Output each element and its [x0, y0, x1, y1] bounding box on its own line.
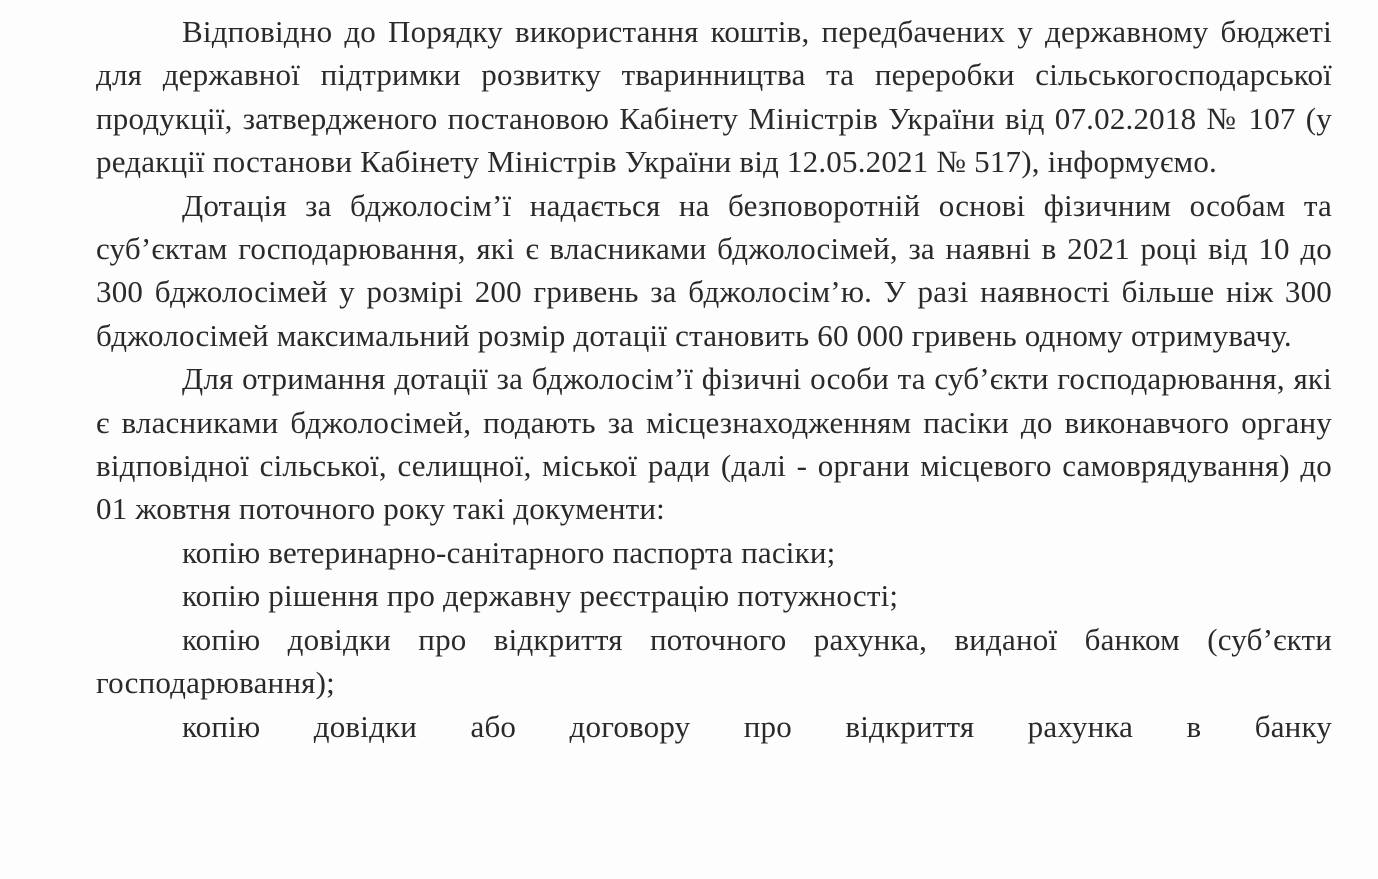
list-item-registration-decision: копію рішення про державну реєстрацію потужності;: [182, 578, 899, 614]
list-item-vet-passport: копію ветеринарно-санітарного паспорта пасіки;: [182, 534, 836, 570]
paragraph-legal-basis: Відповідно до Порядку використання коштів, передбачених у державному бюджеті для державної підтримки розвитку тваринництва та переробки сільськогосподарської продукції, затвердженого постановою Кабінету Міністрів України від 07.02.2018 № 107 (у редакції постанови Кабінету Міністрів України від 12.05.2021 № 517), інформуємо.: [96, 14, 1332, 180]
list-item-bank-account-certificate: копію довідки про відкриття поточного рахунка, виданої банком (суб’єкти господарювання);: [96, 621, 1332, 701]
paragraph-required-documents: Для отримання дотації за бджолосім’ї фізичні особи та суб’єкти господарювання, які є власниками бджолосімей, подають за місцезнаходженням пасіки до виконавчого органу відповідної сільської, селищної, міської ради (далі - органи місцевого самоврядування) до 01 жовтня поточного року такі документи:: [96, 361, 1332, 527]
paragraph-subsidy-terms: Дотація за бджолосім’ї надається на безповоротній основі фізичним особам та суб’єктам господарювання, які є власниками бджолосімей, за наявні в 2021 році від 10 до 300 бджолосімей у розмірі 200 гривень за бджолосім’ю. У разі наявності більше ніж 300 бджолосімей максимальний розмір дотації становить 60 000 гривень одному отримувачу.: [96, 187, 1332, 353]
list-item-bank-agreement: копію довідки або договору про відкриття рахунка в банку: [182, 708, 1332, 744]
document-body: [96, 10, 1332, 748]
